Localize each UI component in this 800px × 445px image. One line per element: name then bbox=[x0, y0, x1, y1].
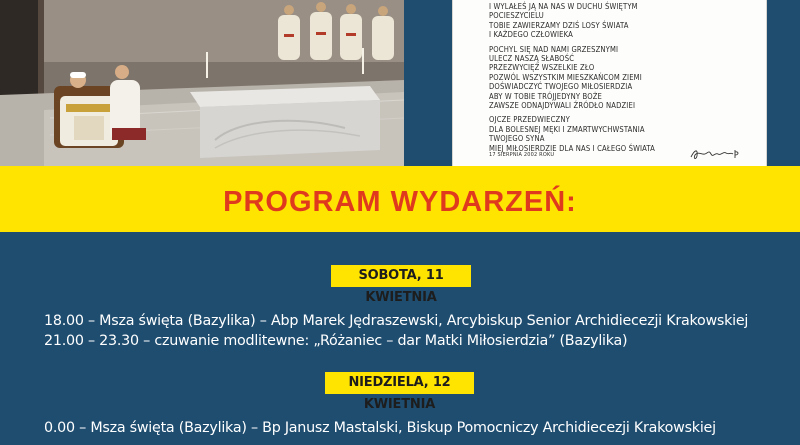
prayer-line: POCHYL SIĘ NAD NAMI GRZESZNYMI bbox=[489, 44, 619, 54]
prayer-line: I WYLAŁEŚ JĄ NA NAS W DUCHU ŚWIĘTYM bbox=[489, 2, 638, 11]
prayer-line: DOŚWIADCZYĆ TWOJEGO MIŁOSIERDZIA bbox=[489, 82, 633, 92]
prayer-line: OJCZE PRZEDWIECZNY bbox=[489, 115, 570, 125]
prayer-line: TOBIE ZAWIERZAMY DZIŚ LOSY ŚWIATA bbox=[489, 20, 629, 30]
event-item: 21.00 – 23.30 – czuwanie modlitewne: „Różaniec – dar Matki Miłosierdzia” (Bazylika) bbox=[44, 333, 628, 349]
prayer-line: POCIESZYCIELU bbox=[489, 11, 544, 21]
basilica-photo bbox=[0, 0, 404, 166]
day-badge-sunday: NIEDZIELA, 12 KWIETNIA bbox=[325, 372, 474, 394]
prayer-line: ULECZ NASZĄ SŁABOŚĆ bbox=[489, 54, 575, 64]
prayer-line: TWOJEGO SYNA bbox=[489, 134, 545, 144]
day-badge-saturday: SOBOTA, 11 KWIETNIA bbox=[331, 265, 471, 287]
prayer-line: I KAŻDEGO CZŁOWIEKA bbox=[489, 30, 573, 40]
prayer-card bbox=[453, 0, 766, 166]
event-item: 18.00 – Msza święta (Bazylika) – Abp Marek Jędraszewski, Arcybiskup Senior Archidiecezji Krakowskiej bbox=[44, 313, 749, 329]
event-item: 0.00 – Msza święta (Bazylika) – Bp Janusz Mastalski, Biskup Pomocniczy Archidiecezji Krakowskiej bbox=[44, 420, 716, 436]
header-section bbox=[0, 0, 800, 185]
prayer-line: POZWÓL WSZYSTKIM MIESZKAŃCOM ZIEMI bbox=[489, 72, 642, 82]
program-banner bbox=[0, 166, 800, 232]
prayer-line: ABY W TOBIE TRÓJJEDYNY BOŻE bbox=[489, 91, 603, 101]
prayer-date: 17 SIERPNIA 2002 ROKU bbox=[489, 152, 555, 158]
prayer-line: PRZEZWYCIĘŻ WSZELKIE ZŁO bbox=[489, 63, 595, 73]
prayer-line: ZAWSZE ODNAJDYWALI ŹRÓDŁO NADZIEI bbox=[489, 101, 636, 111]
program-title: PROGRAM WYDARZEŃ: bbox=[223, 185, 577, 218]
prayer-line: DLA BOLESNEJ MĘKI I ZMARTWYCHWSTANIA bbox=[489, 124, 645, 134]
signature-icon bbox=[689, 146, 745, 162]
basilica-altar-image bbox=[0, 0, 404, 166]
prayer-line: MIEJ MIŁOSIERDZIE DLA NAS I CAŁEGO ŚWIATA bbox=[489, 143, 655, 153]
